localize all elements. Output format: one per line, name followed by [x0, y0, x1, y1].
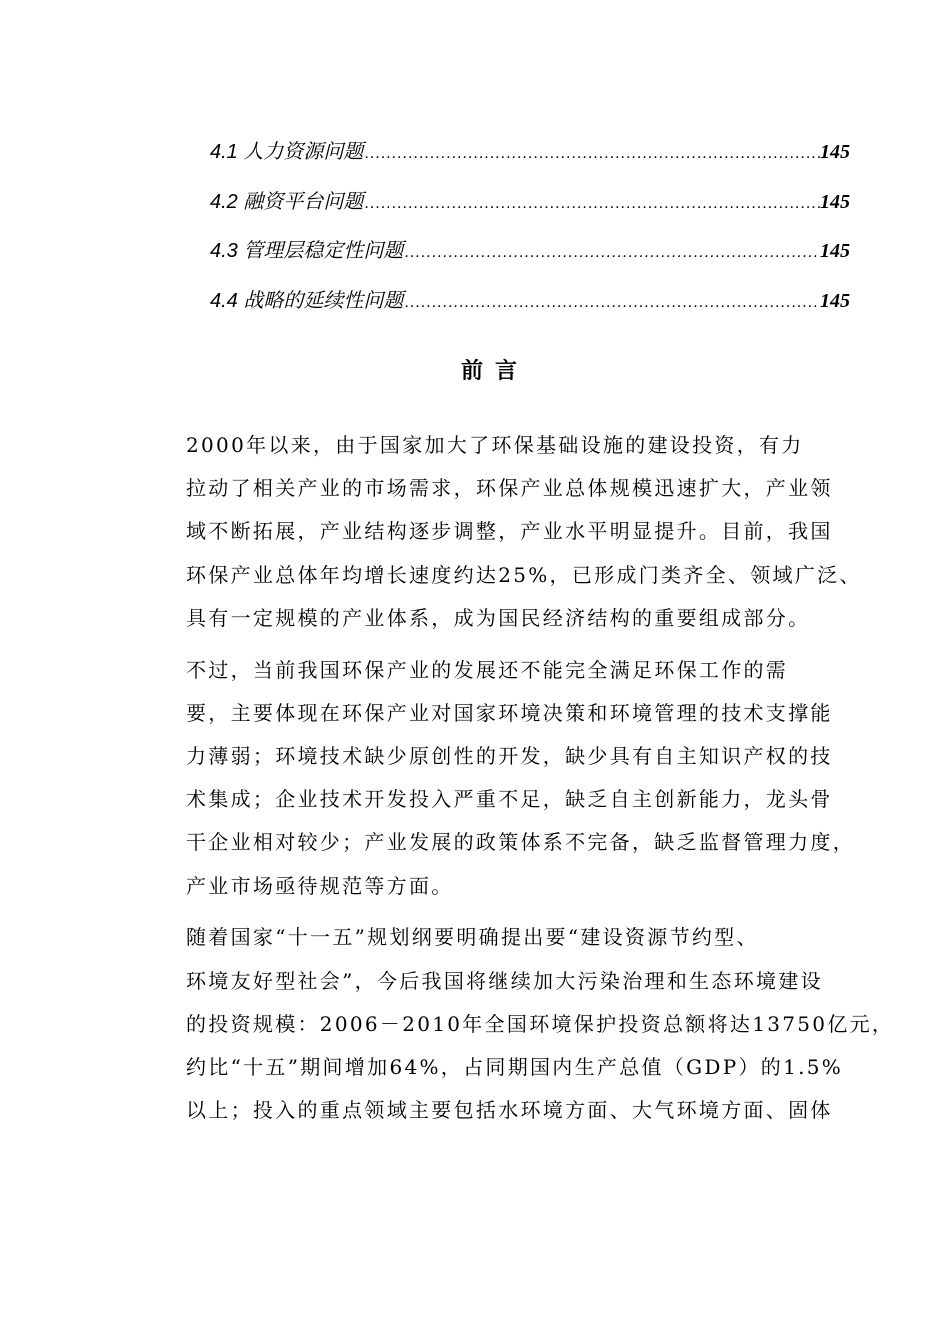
- text-line: 域不断拓展，产业结构逐步调整，产业水平明显提升。目前，我国: [186, 519, 833, 544]
- toc-entry-4-2[interactable]: [210, 186, 850, 236]
- preface-body: [146, 424, 895, 1141]
- text-line: 干企业相对较少；产业发展的政策体系不完备，缺乏监督管理力度，: [186, 830, 855, 855]
- paragraph-3: [146, 916, 895, 1132]
- toc-entry-page: 145: [820, 141, 850, 163]
- text-line: 拉动了相关产业的市场需求，环保产业总体规模迅速扩大，产业领: [186, 476, 833, 501]
- text-line: 要，主要体现在环保产业对国家环境决策和环境管理的技术支撑能: [186, 700, 833, 725]
- text-line: 2000年以来，由于国家加大了环保基础设施的建设投资，有力: [186, 433, 804, 457]
- text-line: 术集成；企业技术开发投入严重不足，缺乏自主创新能力，龙头骨: [186, 787, 833, 812]
- toc-entry-page: 145: [820, 289, 850, 312]
- toc-dot-leader: [364, 189, 820, 219]
- text-line: 随着国家“十一五”规划纲要明确提出要“建设资源节约型、: [186, 925, 759, 950]
- toc-entry-number: 4.3: [210, 240, 244, 262]
- paragraph-2: [146, 649, 855, 908]
- toc-entry-title: 人力资源问题: [243, 139, 364, 163]
- paragraph-1: [146, 424, 862, 640]
- text-line: 不过，当前我国环保产业的发展还不能完全满足环保工作的需: [186, 657, 789, 682]
- toc-entry-4-1[interactable]: [210, 136, 850, 186]
- toc-entry-number: 4.1: [210, 141, 244, 163]
- toc-entry-title: 融资平台问题: [243, 188, 364, 213]
- toc-dot-leader: [404, 288, 820, 318]
- toc-dot-leader: [404, 238, 820, 268]
- text-line: 具有一定规模的产业体系，成为国民经济结构的重要组成部分。: [186, 605, 811, 630]
- toc-dot-leader: [364, 139, 820, 169]
- toc-entry-title: 战略的延续性问题: [243, 287, 404, 312]
- toc-entry-page: 145: [820, 240, 850, 262]
- text-line: 约比“十五”期间增加64%，占同期国内生产总值（GDP）的1.5%: [186, 1055, 844, 1080]
- text-line: 环境友好型社会”，今后我国将继续加大污染治理和生态环境建设: [186, 968, 823, 993]
- text-line: 产业市场亟待规范等方面。: [186, 873, 454, 898]
- section-heading-preface: 前言: [460, 358, 529, 384]
- text-line: 环保产业总体年均增长速度约达25%，已形成门类齐全、领域广泛、: [186, 562, 862, 587]
- toc-entry-number: 4.2: [210, 190, 244, 213]
- toc-entry-number: 4.4: [210, 289, 244, 312]
- text-line: 力薄弱；环境技术缺少原创性的开发，缺少具有自主知识产权的技: [186, 744, 833, 769]
- toc-entry-4-4[interactable]: [210, 285, 850, 335]
- toc-entry-title: 管理层稳定性问题: [243, 238, 404, 262]
- text-line: 以上；投入的重点领域主要包括水环境方面、大气环境方面、固体: [186, 1098, 833, 1123]
- toc-entry-page: 145: [820, 190, 850, 213]
- table-of-contents: [210, 136, 850, 334]
- text-line: 的投资规模：2006－2010年全国环境保护投资总额将达13750亿元，: [186, 1011, 895, 1036]
- toc-entry-4-3[interactable]: [210, 235, 850, 285]
